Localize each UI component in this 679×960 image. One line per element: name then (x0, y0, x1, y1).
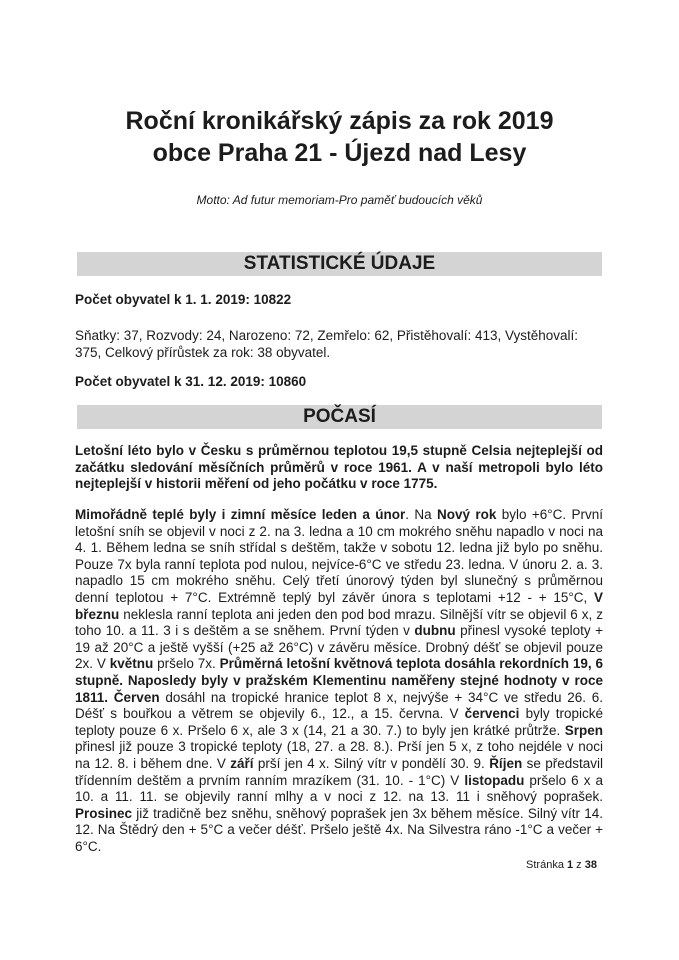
section-header-statistics: STATISTICKÉ ÚDAJE (77, 252, 602, 276)
population-end-line: Počet obyvatel k 31. 12. 2019: 10860 (75, 374, 307, 389)
statistics-details-line: Sňatky: 37, Rozvody: 24, Narozeno: 72, Zemřelo: 62, Přistěhovalí: 413, Vystěhovalí: 375, Celkový přírůstek za rok: 38 obyvatel. (75, 328, 579, 360)
weather-intro-paragraph: Letošní léto bylo v Česku s průměrnou teplotou 19,5 stupně Celsia nejteplejší od začátku sledování měsíčních průměrů v roce 1961. A v naší metropoli bylo léto nejteplejší v historii měření od jeho počátku v roce 1775. (75, 443, 603, 492)
document-motto: Motto: Ad futur memoriam-Pro paměť budoucích věků (196, 193, 483, 207)
section-header-weather: POČASÍ (77, 405, 602, 429)
weather-detail-paragraph: Mimořádně teplé byly i zimní měsíce leden a únor. Na Nový rok bylo +6°C. První letošní sníh se objevil v noci z 2. na 3. ledna a 10 cm mokrého sněhu napadlo v noci na 4. 1. Během ledna se sníh střídal s deštěm, takže v sobotu 12. ledna již bylo po sněhu. Pouze 7x byla ranní teplota pod nulou, nejvíce-6°C ve středu 23. ledna. V únoru 2. a. 3. napadlo 15 cm mokrého sněhu. Celý třetí únorový týden byl slunečný s průměrnou denní teplotou + 7°C. Extrémně teplý byl závěr února s teplotami +12 - + 15°C, V březnu neklesla ranní teplota ani jeden den pod bod mrazu. Silnější vítr se objevil 6 x, z toho 10. a 11. 3 i s deštěm a se sněhem. První týden v dubnu přinesl vysoké teploty + 19 až 20°C a ještě vyšší (+25 až 26°C) v závěru měsíce. Drobný déšť se objevil pouze 2x. V květnu pršelo 7x. Průměrná letošní květnová teplota dosáhla rekordních 19, 6 stupně. Naposledy byly v pražském Klementinu naměřeny stejné hodnoty v roce 1811. Červen dosáhl na tropické hranice teplot 8 x, nejvýše + 34°C ve středu 26. 6. Déšť s bouřkou a větrem se objevily 6., 12., a 15. června. V červenci byly tropické teploty pouze 6 x. Pršelo 6 x, ale 3 x (14, 21 a 30. 7.) to byly jen krátké průtrže. Srpen přinesl již pouze 3 tropické teploty (18, 27. a 28. 8.). Prší jen 5 x, z toho nejdéle v noci na 12. 8. i během dne. V září prší jen 4 x. Silný vítr v pondělí 30. 9. Říjen se představil třídenním deštěm a prvním ranním mrazíkem (31. 10. - 1°C) V listopadu pršelo 6 x a 10. a 11. 11. se objevily ranní mlhy a v noci z 12. na 13. 11 i sněhový poprašek. Prosinec již tradičně bez sněhu, sněhový poprašek jen 3x během měsíce. Silný vítr 14. 12. Na Štědrý den + 5°C a večer déšť. Pršelo ještě 4x. Na Silvestra ráno -1°C a večer + 6°C. (75, 507, 603, 854)
page-title-line2: obce Praha 21 - Újezd nad Lesy (152, 139, 527, 167)
page-number-footer: Stránka 1 z 38 (526, 859, 597, 871)
population-start-line: Počet obyvatel k 1. 1. 2019: 10822 (75, 292, 292, 307)
page-title-line1: Roční kronikářský zápis za rok 2019 (125, 107, 554, 135)
page-title (0, 105, 679, 169)
